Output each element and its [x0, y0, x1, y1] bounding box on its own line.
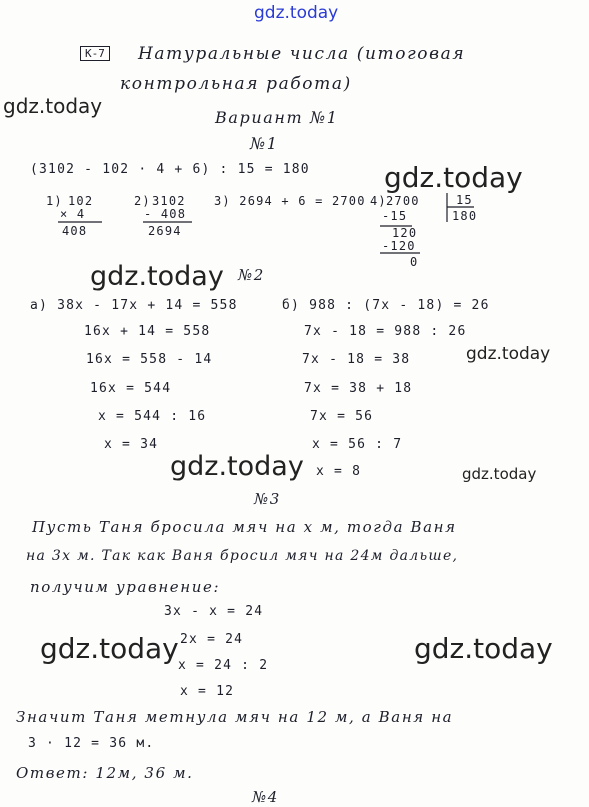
watermark: gdz.today: [90, 261, 224, 292]
watermark: gdz.today: [414, 632, 553, 665]
equation-b-line: 7x - 18 = 988 : 26: [304, 324, 467, 339]
task-1-number: №1: [250, 134, 279, 153]
division-row: 0: [410, 255, 419, 269]
watermark: gdz.today: [3, 94, 103, 118]
step-2-label: 2): [134, 194, 151, 208]
step-3: 3) 2694 + 6 = 2700: [214, 194, 366, 208]
task-3-text-line: получим уравнение:: [30, 578, 221, 596]
equation-b-line: x = 56 : 7: [312, 437, 403, 452]
task-3-answer: Ответ: 12м, 36 м.: [16, 764, 194, 782]
step-1-top: 102: [68, 194, 94, 208]
step-2-result: 2694: [148, 224, 182, 238]
variant-label: Вариант №1: [215, 108, 339, 127]
title-line-2: контрольная работа): [120, 74, 352, 94]
division-row: 120: [392, 226, 418, 240]
watermark: gdz.today: [170, 451, 304, 482]
step-1-label: 1): [46, 194, 63, 208]
task-3-number: №3: [254, 490, 281, 508]
task-3-equation: x = 24 : 2: [178, 658, 269, 673]
equation-b-line: 7x - 18 = 38: [302, 352, 411, 367]
task-4-number: №4: [252, 788, 279, 806]
step-2-subtrahend: - 408: [144, 207, 187, 221]
task-3-conclusion-calc: 3 · 12 = 36 м.: [28, 736, 155, 751]
equation-b-line: 7x = 38 + 18: [304, 381, 413, 396]
division-row: -15: [382, 209, 408, 223]
watermark: gdz.today: [466, 344, 551, 364]
task-1-expression: (3102 - 102 · 4 + 6) : 15 = 180: [30, 162, 310, 177]
equation-a-line: 16x + 14 = 558: [84, 324, 211, 339]
equation-b-line: б) 988 : (7x - 18) = 26: [282, 298, 490, 313]
equation-a-line: 16x = 544: [90, 381, 172, 396]
equation-a-line: а) 38x - 17x + 14 = 558: [30, 298, 238, 313]
title-line-1: Натуральные числа (итоговая: [138, 44, 466, 64]
equation-a-line: x = 34: [104, 437, 159, 452]
step-4-quotient: 180: [452, 209, 478, 223]
task-3-equation: 2x = 24: [180, 632, 244, 647]
division-row: -120: [382, 239, 416, 253]
task-3-text-line: на 3x м. Так как Ваня бросил мяч на 24м дальше,: [26, 548, 459, 564]
step-2-top: 3102: [152, 194, 186, 208]
equation-a-line: 16x = 558 - 14: [86, 352, 213, 367]
equation-a-line: x = 544 : 16: [98, 409, 207, 424]
step-4-divisor: 15: [456, 193, 473, 207]
step-1-multiplier: × 4: [60, 207, 86, 221]
task-3-equation: x = 12: [180, 684, 235, 699]
watermark-top: gdz.today: [254, 3, 339, 23]
step-4-label: 4): [370, 194, 387, 208]
test-badge: К-7: [80, 46, 110, 61]
watermark: gdz.today: [384, 161, 523, 194]
task-3-conclusion: Значит Таня метнула мяч на 12 м, а Ваня на: [16, 708, 454, 726]
equation-b-line: x = 8: [316, 464, 362, 479]
task-2-number: №2: [238, 266, 265, 284]
task-3-text-line: Пусть Таня бросила мяч на x м, тогда Ваня: [32, 518, 457, 536]
equation-b-line: 7x = 56: [310, 409, 374, 424]
step-1-result: 408: [62, 224, 88, 238]
watermark: gdz.today: [40, 632, 179, 665]
step-4-dividend: 2700: [386, 194, 420, 208]
task-3-equation: 3x - x = 24: [164, 604, 264, 619]
watermark: gdz.today: [462, 465, 537, 483]
